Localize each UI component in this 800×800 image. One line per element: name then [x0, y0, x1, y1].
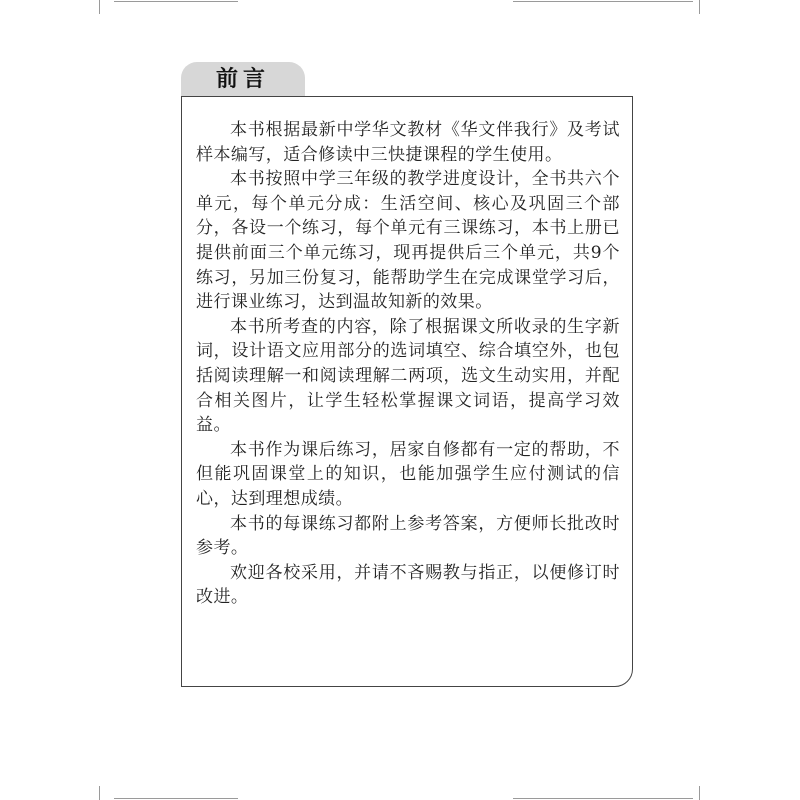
- crop-mark: [114, 1, 238, 2]
- paragraph: 本书的每课练习都附上参考答案，方便师长批改时参考。: [196, 513, 620, 559]
- paragraph: 本书作为课后练习，居家自修都有一定的帮助，不但能巩固课堂上的知识，也能加强学生应付测试的信心，达到理想成绩。: [196, 439, 620, 509]
- crop-mark: [699, 786, 700, 800]
- crop-mark: [513, 1, 693, 2]
- crop-mark: [699, 0, 700, 14]
- crop-mark: [99, 786, 100, 800]
- paragraph: 欢迎各校采用，并请不吝赐教与指正，以便修订时改进。: [196, 562, 620, 608]
- crop-mark: [513, 798, 693, 799]
- preface-body: [196, 118, 620, 610]
- page-title: 前言: [216, 67, 271, 92]
- paragraph: 本书根据最新中学华文教材《华文伴我行》及考试样本编写，适合修读中三快捷课程的学生使用。: [196, 120, 620, 165]
- crop-mark: [99, 0, 100, 14]
- crop-mark: [114, 798, 238, 799]
- paragraph: 本书所考查的内容，除了根据课文所收录的生字新词，设计语文应用部分的选词填空、综合填空外，也包括阅读理解一和阅读理解二两项，选文生动实用，并配合相关图片，让学生轻松掌握课文词语，提高学习效益。: [196, 316, 620, 436]
- paragraph: 本书按照中学三年级的教学进度设计，全书共六个单元，每个单元分成：生活空间、核心及巩固三个部分，各设一个练习，每个单元有三课练习，本书上册已提供前面三个单元练习，现再提供后三个单元，共9个练习，另加三份复习，能帮助学生在完成课堂学习后，进行课业练习，达到温故知新的效果。: [196, 169, 620, 313]
